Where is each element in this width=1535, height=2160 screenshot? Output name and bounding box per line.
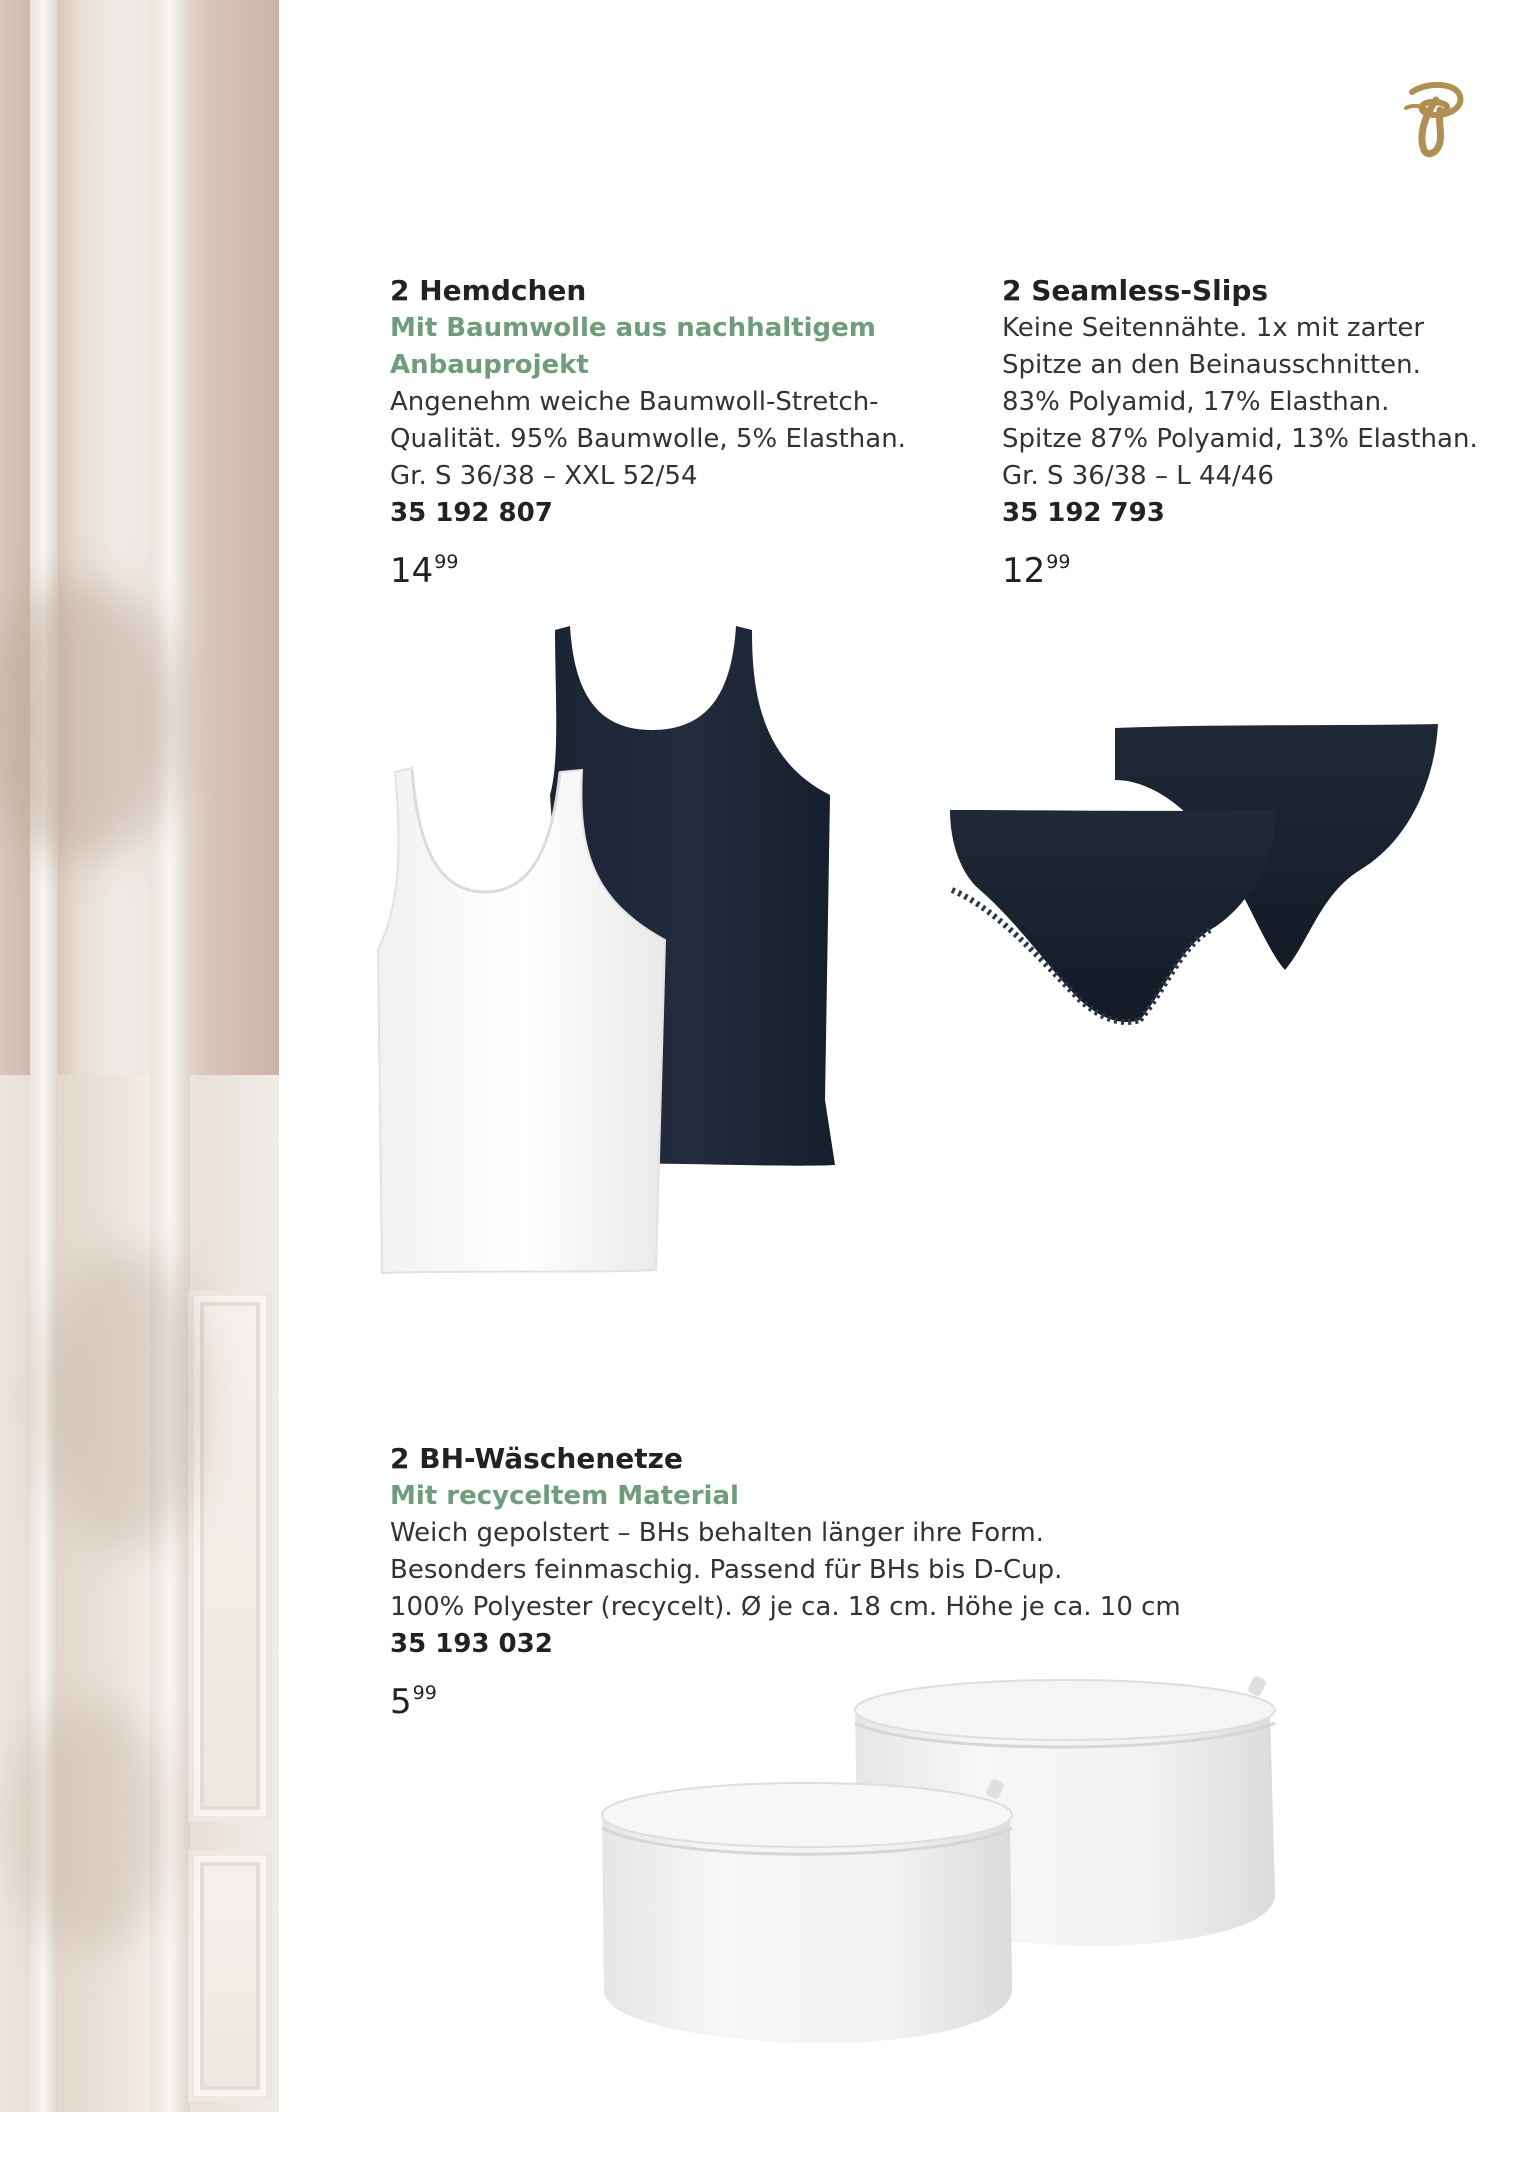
product-subtitle: Mit Baumwolle aus nachhaltigem <box>390 313 876 343</box>
product-title: 2 BH-Wäschenetze <box>390 1442 683 1475</box>
product-description: Gr. S 36/38 – L 44/46 <box>1002 461 1274 491</box>
laundry-bags-image <box>590 1665 1290 2055</box>
seamless-briefs-image <box>940 720 1450 1060</box>
product-seamless-slips <box>1002 272 1478 591</box>
product-description: Qualität. 95% Baumwolle, 5% Elasthan. <box>390 424 906 454</box>
article-number: 35 192 807 <box>390 498 553 528</box>
product-description: Spitze an den Beinausschnitten. <box>1002 350 1421 380</box>
price <box>1002 542 1478 591</box>
tchibo-coffee-bean-icon <box>1398 78 1468 158</box>
price-cents: 99 <box>412 1682 437 1704</box>
wall-shadow <box>40 1250 210 1550</box>
product-description: Spitze 87% Polyamid, 13% Elasthan. <box>1002 424 1478 454</box>
product-subtitle: Mit recyceltem Material <box>390 1481 739 1511</box>
product-description: 83% Polyamid, 17% Elasthan. <box>1002 387 1390 417</box>
room-door-photo <box>0 0 279 2112</box>
product-title: 2 Seamless-Slips <box>1002 274 1269 307</box>
product-description: Weich gepolstert – BHs behalten länger ihre Form. <box>390 1518 1044 1548</box>
article-number: 35 193 032 <box>390 1629 553 1659</box>
product-title: 2 Hemdchen <box>390 274 587 307</box>
product-description: Keine Seitennähte. 1x mit zarter <box>1002 313 1425 343</box>
laundry-bag-front <box>602 1778 1012 2043</box>
price-main: 12 <box>1002 551 1046 591</box>
wall-shadow <box>10 1700 170 1950</box>
product-description: 100% Polyester (recycelt). Ø je ca. 18 cm. Höhe je ca. 10 cm <box>390 1592 1181 1622</box>
product-description: Gr. S 36/38 – XXL 52/54 <box>390 461 698 491</box>
price-cents: 99 <box>434 551 459 573</box>
article-number: 35 192 793 <box>1002 498 1165 528</box>
product-hemdchen <box>390 272 906 591</box>
price-main: 5 <box>390 1682 412 1722</box>
brief-front <box>950 810 1275 1022</box>
product-description: Besonders feinmaschig. Passend für BHs bis D-Cup. <box>390 1555 1063 1585</box>
tank-tops-image <box>360 620 840 1320</box>
price <box>390 542 906 591</box>
product-description: Angenehm weiche Baumwoll-Stretch- <box>390 387 879 417</box>
product-subtitle: Anbauprojekt <box>390 350 589 380</box>
price-cents: 99 <box>1046 551 1071 573</box>
door-panel <box>188 1850 272 2102</box>
price-main: 14 <box>390 551 434 591</box>
